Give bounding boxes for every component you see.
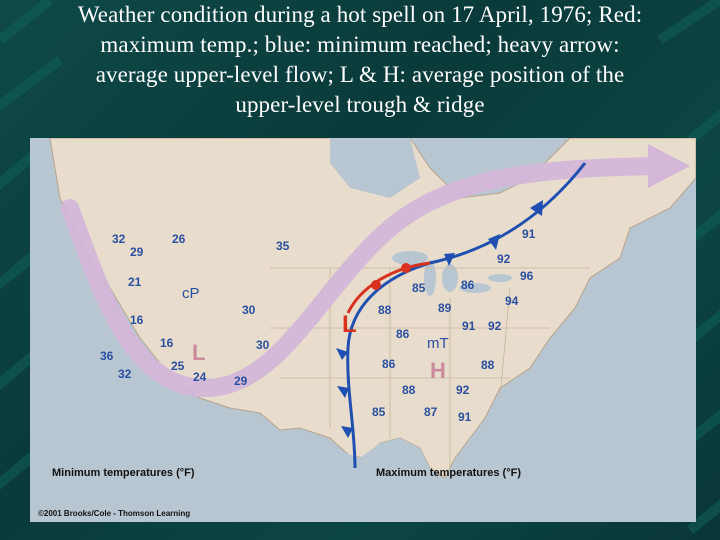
min-temp: 25 <box>171 359 185 373</box>
min-temp: 29 <box>130 245 144 259</box>
ridge-H-east: H <box>430 358 446 383</box>
air-mass-mT-label: mT <box>427 335 449 352</box>
caption-line-3: average upper-level flow; L & H: average position of the <box>95 62 625 87</box>
caption-line-2: maximum temp.; blue: minimum reached; heavy arrow: <box>100 32 620 57</box>
max-temp: 96 <box>520 269 534 283</box>
max-temp-legend: Maximum temperatures (°F) <box>376 467 521 479</box>
max-temp: 91 <box>458 410 472 424</box>
max-temp: 88 <box>481 358 495 372</box>
max-temp: 87 <box>424 405 438 419</box>
min-temp: 16 <box>130 313 144 327</box>
trough-L-west: L <box>192 340 206 365</box>
min-temp: 24 <box>193 370 207 384</box>
max-temp: 86 <box>382 357 396 371</box>
max-temp: 92 <box>456 383 470 397</box>
trough-L-front: L <box>342 311 357 338</box>
weather-map <box>30 138 696 522</box>
min-temp: 21 <box>128 275 142 289</box>
copyright-notice: ©2001 Brooks/Cole - Thomson Learning <box>38 509 191 518</box>
min-temp: 32 <box>118 367 132 381</box>
min-temp: 32 <box>112 232 126 246</box>
max-temp: 86 <box>461 278 475 292</box>
min-temp: 30 <box>242 303 256 317</box>
max-temp: 89 <box>438 301 452 315</box>
caption-line-4: upper-level trough & ridge <box>235 92 485 117</box>
max-temp: 86 <box>396 327 410 341</box>
max-temp: 92 <box>488 319 502 333</box>
min-temp-legend: Minimum temperatures (°F) <box>52 467 195 479</box>
max-temp: 91 <box>522 227 536 241</box>
min-temp: 35 <box>276 239 290 253</box>
min-temp: 29 <box>234 374 248 388</box>
max-temp: 85 <box>372 405 386 419</box>
map-canvas <box>30 138 696 522</box>
figure-caption <box>0 0 720 120</box>
min-temp: 26 <box>172 232 186 246</box>
min-temp: 16 <box>160 336 174 350</box>
max-temp: 85 <box>412 281 426 295</box>
max-temp: 88 <box>402 383 416 397</box>
max-temp: 91 <box>462 319 476 333</box>
max-temp: 92 <box>497 252 511 266</box>
min-temp: 36 <box>100 349 114 363</box>
max-temp: 94 <box>505 294 519 308</box>
caption-line-1: Weather condition during a hot spell on 17 April, 1976; Red: <box>77 2 643 27</box>
max-temp: 88 <box>378 303 392 317</box>
min-temp: 30 <box>256 338 270 352</box>
air-mass-cP-label: cP <box>182 285 200 302</box>
